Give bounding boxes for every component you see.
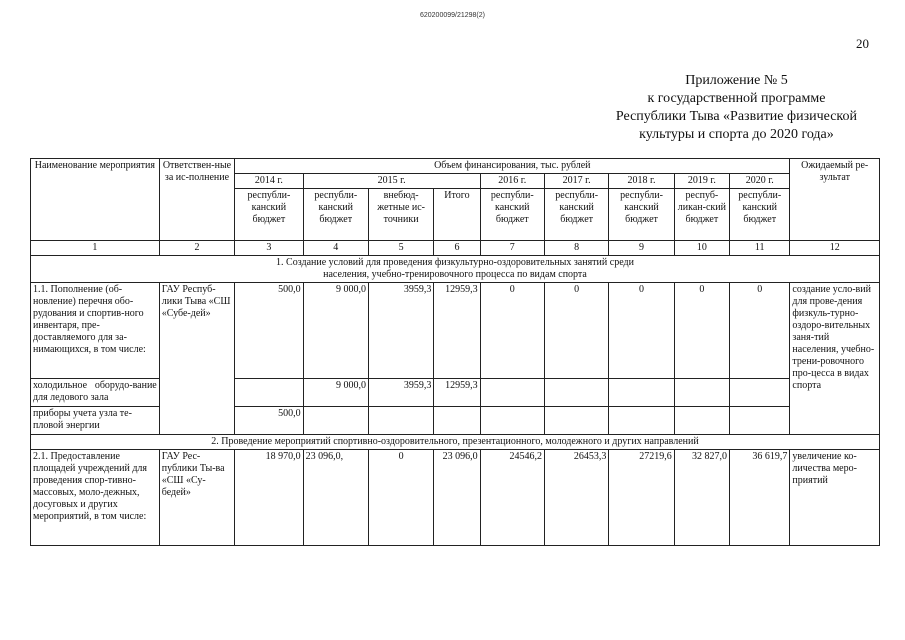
row-1-1-value: 0 bbox=[674, 283, 729, 379]
table-row-1-1-a bbox=[31, 379, 880, 407]
appendix-line-2: к государственной программе bbox=[647, 91, 826, 106]
row-2-1-responsible: ГАУ Рес-публики Ты-ва «СШ «Су-бедей» bbox=[159, 450, 234, 546]
row-1-1-b-value bbox=[303, 407, 368, 435]
column-number: 2 bbox=[159, 241, 234, 256]
page-number: 20 bbox=[856, 36, 869, 51]
row-1-1-a-value bbox=[730, 379, 790, 407]
column-number: 12 bbox=[790, 241, 880, 256]
column-number: 1 bbox=[31, 241, 160, 256]
row-1-1-b-value bbox=[480, 407, 544, 435]
row-1-1-value: 0 bbox=[609, 283, 674, 379]
table-row-1-1 bbox=[31, 283, 880, 379]
row-2-1-value: 23 096,0 bbox=[434, 450, 480, 546]
column-number: 11 bbox=[730, 241, 790, 256]
appendix-line-4: культуры и спорта до 2020 года» bbox=[639, 127, 834, 142]
row-2-1-value: 0 bbox=[368, 450, 433, 546]
row-1-1-value: 0 bbox=[730, 283, 790, 379]
row-1-1-a-value bbox=[544, 379, 608, 407]
financing-table bbox=[30, 158, 880, 546]
row-1-1-a-value bbox=[609, 379, 674, 407]
row-2-1-value: 24546,2 bbox=[480, 450, 544, 546]
row-1-1-b-value bbox=[674, 407, 729, 435]
column-number: 3 bbox=[235, 241, 303, 256]
header-year-2015: 2015 г. bbox=[303, 174, 480, 189]
header-source: республи-канский бюджет bbox=[480, 189, 544, 241]
header-year-2018: 2018 г. bbox=[609, 174, 674, 189]
document-id: 620200099/21298(2) bbox=[419, 12, 485, 19]
table-row-1-1-b bbox=[31, 407, 880, 435]
header-source: республи-канский бюджет bbox=[544, 189, 608, 241]
row-1-1-a-value bbox=[480, 379, 544, 407]
table-row-2-1 bbox=[31, 450, 880, 546]
header-row-1 bbox=[31, 159, 880, 174]
row-1-1-a-value: 9 000,0 bbox=[303, 379, 368, 407]
header-year-2016: 2016 г. bbox=[480, 174, 544, 189]
header-source-total: Итого bbox=[434, 189, 480, 241]
section-2-title: 2. Проведение мероприятий спортивно-оздоровительного, презентационного, молодежного и других направлений bbox=[31, 435, 880, 450]
header-year-2017: 2017 г. bbox=[544, 174, 608, 189]
row-2-1-value: 27219,6 bbox=[609, 450, 674, 546]
header-name: Наименование мероприятия bbox=[31, 159, 160, 241]
row-2-1-value: 32 827,0 bbox=[674, 450, 729, 546]
appendix-line-1: Приложение № 5 bbox=[685, 73, 788, 88]
column-number: 9 bbox=[609, 241, 674, 256]
appendix-line-3: Республики Тыва «Развитие физической bbox=[615, 109, 857, 124]
section-1-row bbox=[31, 256, 880, 283]
column-number: 7 bbox=[480, 241, 544, 256]
row-2-1-result: увеличение ко-личества меро-приятий bbox=[790, 450, 880, 546]
header-year-2014: 2014 г. bbox=[235, 174, 303, 189]
row-1-1-value: 9 000,0 bbox=[303, 283, 368, 379]
row-1-1-b-name: приборы учета узла те-пловой энергии bbox=[31, 407, 160, 435]
column-number: 10 bbox=[674, 241, 729, 256]
row-1-1-name: 1.1. Пополнение (об-новление) перечня обо-рудования и спортив-ного инвентаря, пре-доставляемого для за-нимающихся, в том числе: bbox=[31, 283, 160, 379]
row-1-1-a-value: 12959,3 bbox=[434, 379, 480, 407]
row-2-1-value: 36 619,7 bbox=[730, 450, 790, 546]
header-financing: Объем финансирования, тыс. рублей bbox=[235, 159, 790, 174]
header-year-2020: 2020 г. bbox=[730, 174, 790, 189]
column-number: 4 bbox=[303, 241, 368, 256]
header-source: республи-канский бюджет bbox=[235, 189, 303, 241]
row-1-1-value: 3959,3 bbox=[368, 283, 433, 379]
row-1-1-value: 12959,3 bbox=[434, 283, 480, 379]
row-1-1-a-value bbox=[674, 379, 729, 407]
header-result: Ожидаемый ре-зультат bbox=[790, 159, 880, 241]
row-1-1-result: создание усло-вий для прове-дения физкуль-турно-оздоро-вительных заня-тий населения, учебно-трени-ровочного про-цесса в видах спорта bbox=[790, 283, 880, 435]
header-source: республи-канский бюджет bbox=[609, 189, 674, 241]
row-1-1-b-value bbox=[544, 407, 608, 435]
header-source: республи-канский бюджет bbox=[730, 189, 790, 241]
row-2-1-value: 26453,3 bbox=[544, 450, 608, 546]
header-source-extra: внебюд-жетные ис-точники bbox=[368, 189, 433, 241]
column-number: 8 bbox=[544, 241, 608, 256]
row-1-1-value: 0 bbox=[480, 283, 544, 379]
header-year-2019: 2019 г. bbox=[674, 174, 729, 189]
section-1-title: 1. Создание условий для проведения физкультурно-оздоровительных занятий среди населения, учебно-тренировочного процесса по видам спорта bbox=[31, 256, 880, 283]
row-1-1-b-value: 500,0 bbox=[235, 407, 303, 435]
row-1-1-b-value bbox=[368, 407, 433, 435]
row-1-1-value: 0 bbox=[544, 283, 608, 379]
header-source: республи-канский бюджет bbox=[303, 189, 368, 241]
row-1-1-value: 500,0 bbox=[235, 283, 303, 379]
row-1-1-b-value bbox=[434, 407, 480, 435]
appendix-header bbox=[616, 72, 857, 144]
column-number: 5 bbox=[368, 241, 433, 256]
header-source-2019: респуб-ликан-ский бюджет bbox=[674, 189, 729, 241]
row-1-1-b-value bbox=[609, 407, 674, 435]
row-2-1-name: 2.1. Предоставление площадей учреждений для проведения спор-тивно-массовых, моло-дежных, досуговых и других мероприятий, в том числе: bbox=[31, 450, 160, 546]
column-number: 6 bbox=[434, 241, 480, 256]
row-1-1-b-value bbox=[730, 407, 790, 435]
section-2-row bbox=[31, 435, 880, 450]
row-1-1-a-name: холодильное оборудо-вание для ледового зала bbox=[31, 379, 160, 407]
row-2-1-value: 23 096,0, bbox=[303, 450, 368, 546]
row-1-1-responsible: ГАУ Респуб-лики Тыва «СШ «Субе-дей» bbox=[159, 283, 234, 435]
row-2-1-value: 18 970,0 bbox=[235, 450, 303, 546]
header-responsible: Ответствен-ные за ис-полнение bbox=[159, 159, 234, 241]
row-1-1-a-value: 3959,3 bbox=[368, 379, 433, 407]
column-numbers-row bbox=[31, 241, 880, 256]
row-1-1-a-value bbox=[235, 379, 303, 407]
